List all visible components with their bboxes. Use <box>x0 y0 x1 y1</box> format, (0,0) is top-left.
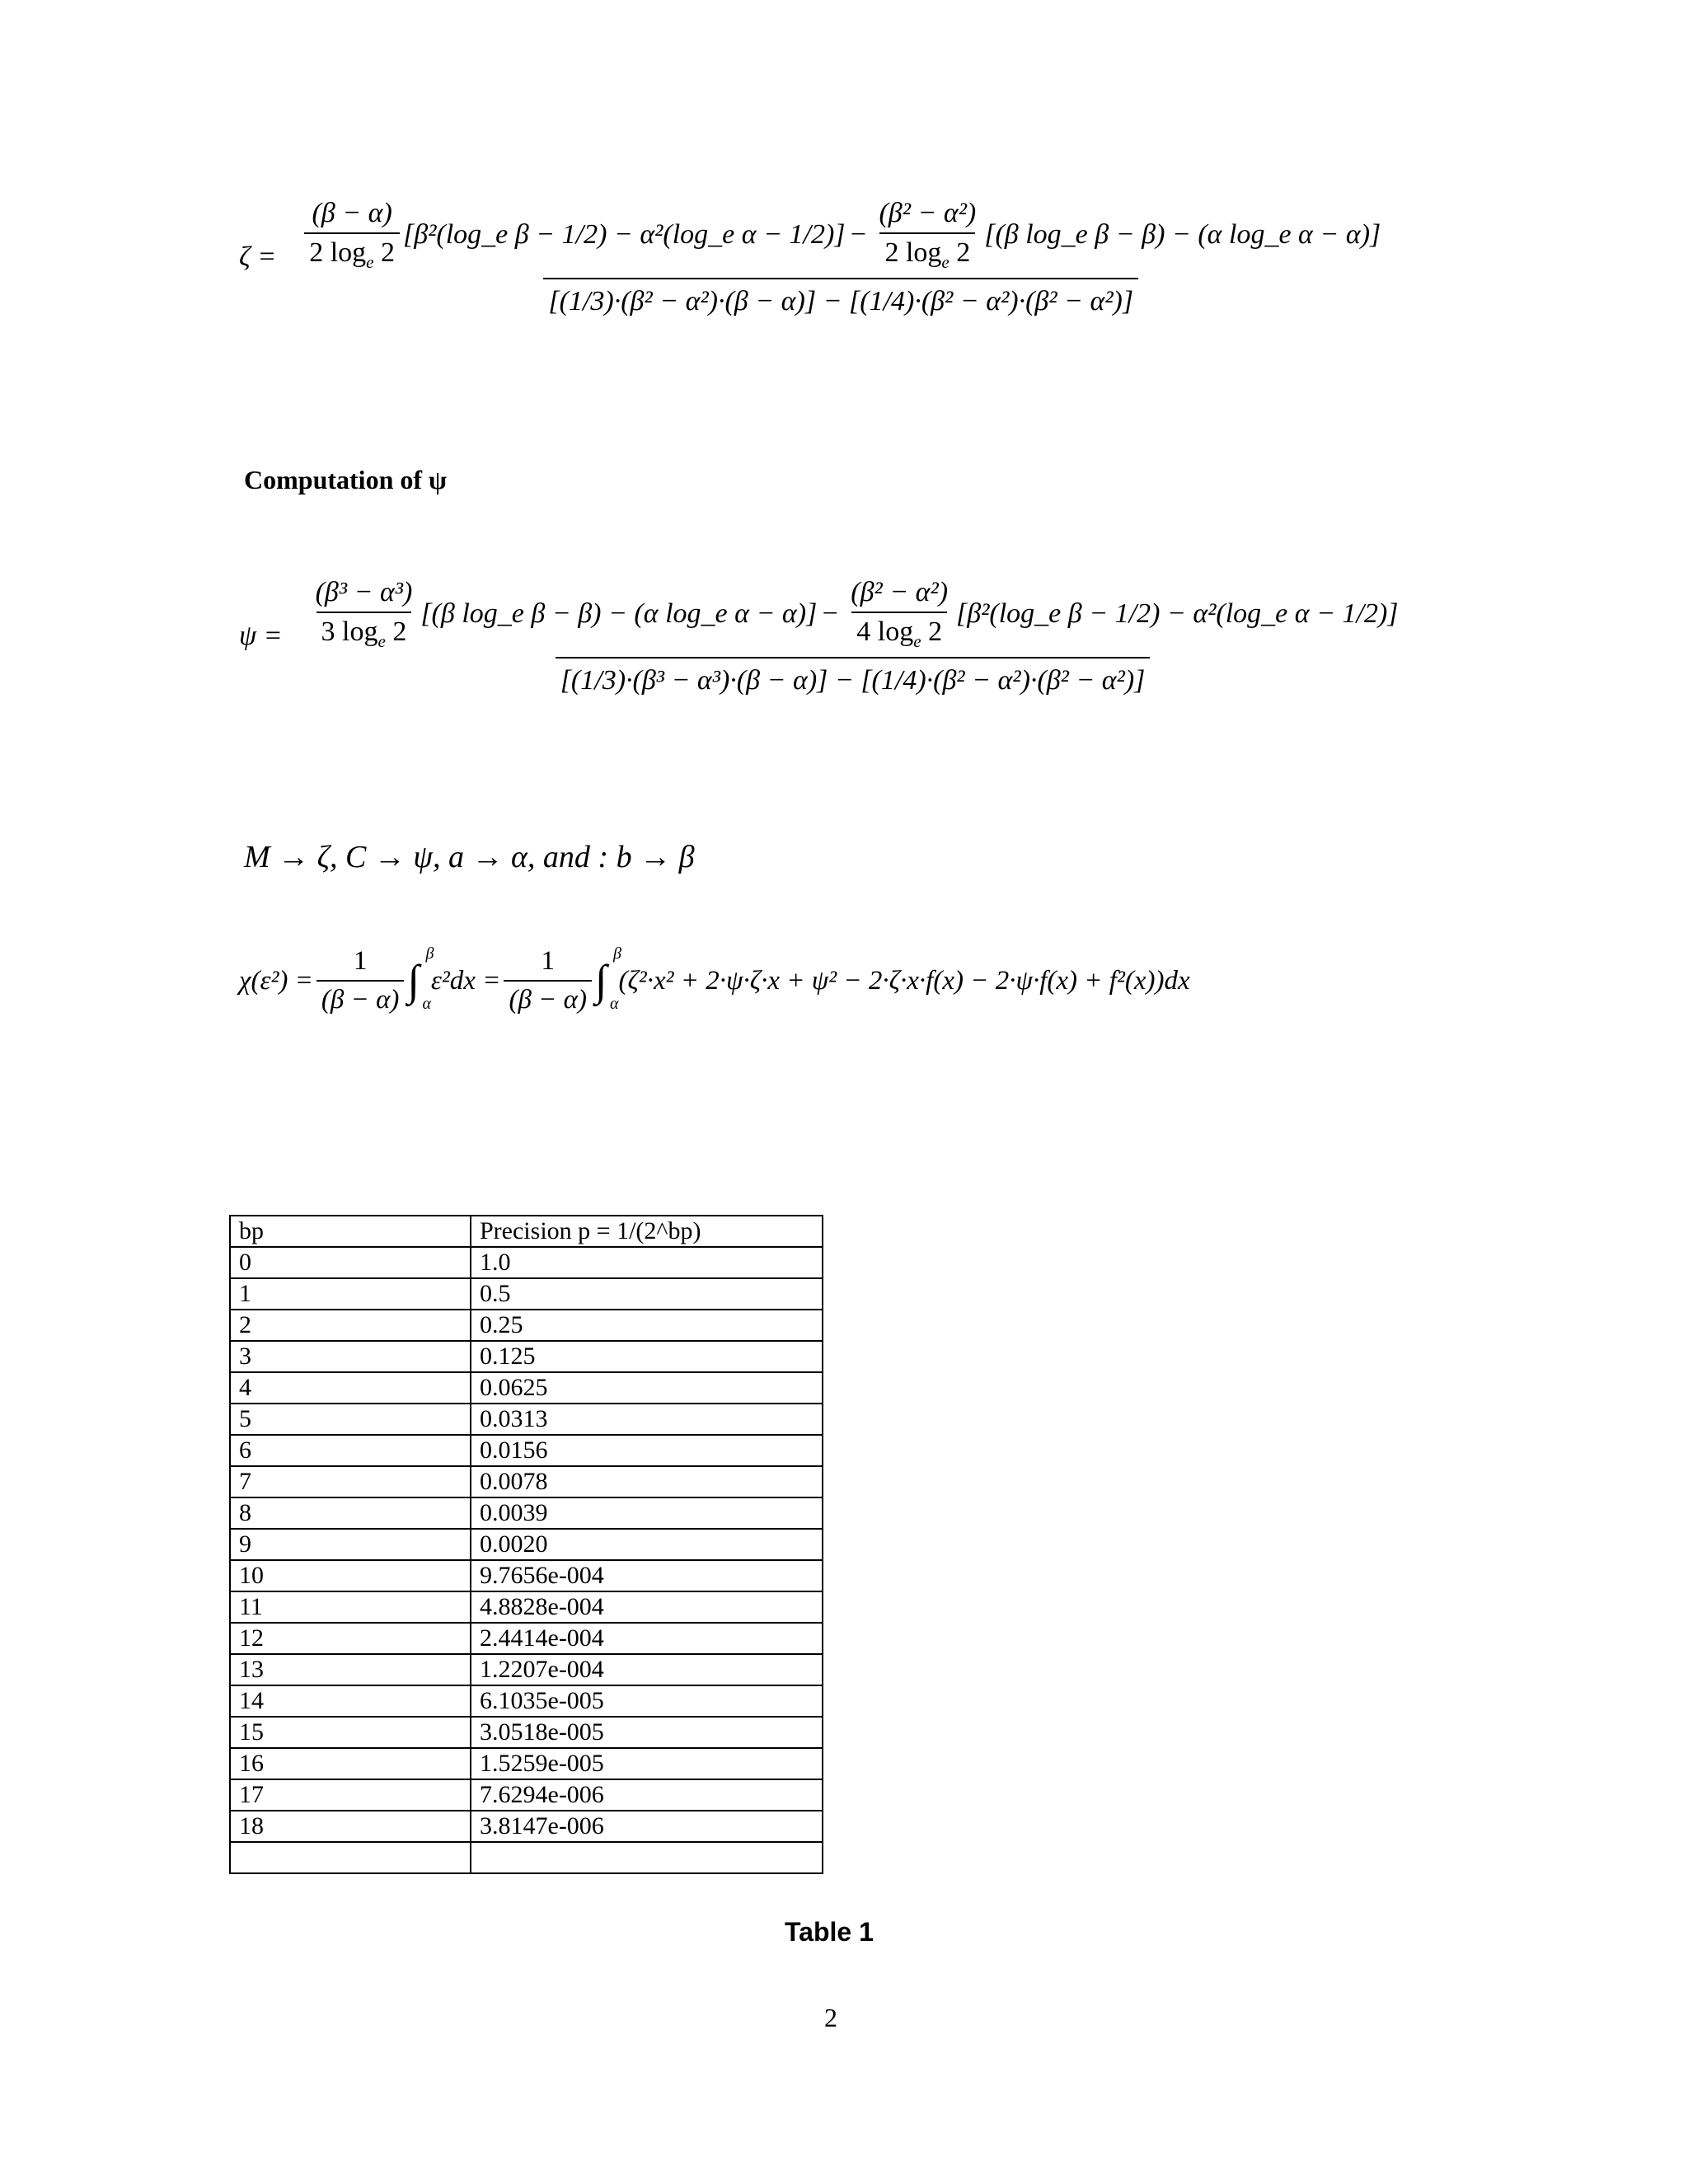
table-cell-precision: 7.6294e-006 <box>471 1779 823 1811</box>
zeta-bracket1: [β²(log_e β − 1/2) − α²(log_e α − 1/2)] <box>403 219 846 251</box>
table-header-row <box>230 1216 823 1247</box>
psi-numerator <box>302 577 1404 657</box>
mapping-line: M → ζ, C → ψ, a → α, and : b → β <box>244 840 695 874</box>
psi-bracket1: [(β log_e β − β) − (α log_e α − α)] <box>420 598 818 630</box>
psi-coef2-den-sub: e <box>913 630 921 651</box>
table-cell-precision: 1.2207e-004 <box>471 1654 823 1685</box>
zeta-coef1-den-text: 2 log <box>309 237 367 268</box>
psi-coef2-den-text: 4 log <box>856 616 914 647</box>
chi-integral2 <box>594 944 621 1013</box>
psi-lhs: ψ = <box>239 621 283 652</box>
chi-integral2-sign: ∫ <box>594 957 607 1005</box>
chi-integral1-lower: α <box>422 995 431 1013</box>
table-cell-bp: 12 <box>230 1623 471 1654</box>
zeta-main-fraction <box>296 198 1386 317</box>
table-cell-precision: 6.1035e-005 <box>471 1685 823 1717</box>
precision-table-body <box>230 1216 823 1873</box>
table-row <box>230 1748 823 1779</box>
table-row <box>230 1560 823 1591</box>
table-cell-precision: 0.125 <box>471 1341 823 1372</box>
table-cell-bp: 14 <box>230 1685 471 1717</box>
chi-integral1-sign: ∫ <box>407 957 420 1005</box>
chi-integral1 <box>407 944 434 1013</box>
table-cell-precision: 0.0156 <box>471 1435 823 1466</box>
table-header-bp: bp <box>230 1216 471 1247</box>
table-cell-bp <box>230 1842 471 1873</box>
table-row <box>230 1435 823 1466</box>
zeta-coef2-den-sub: e <box>941 251 950 272</box>
table-cell-precision: 0.0039 <box>471 1497 823 1529</box>
chi-lhs: χ(ε²) = <box>239 965 313 996</box>
psi-coef2-den-tail: 2 <box>921 616 943 647</box>
zeta-bracket2: [(β log_e β − β) − (α log_e α − α)] <box>984 219 1381 251</box>
table-cell-precision: 3.0518e-005 <box>471 1717 823 1748</box>
table-row <box>230 1466 823 1497</box>
chi-integrand2: (ζ²·x² + 2·ψ·ζ·x + ψ² − 2·ζ·x·f(x) − 2·ψ·f(x) + f²(x))dx <box>618 965 1190 996</box>
psi-coef1 <box>311 577 418 652</box>
psi-coef1-den-text: 3 log <box>321 616 378 647</box>
table-cell-bp: 10 <box>230 1560 471 1591</box>
zeta-denominator: [(1/3)·(β² − α²)·(β − α)] − [(1/4)·(β² − α²)·(β² − α²)] <box>543 278 1138 317</box>
psi-coef2 <box>846 577 953 652</box>
table-header-precision: Precision p = 1/(2^bp) <box>471 1216 823 1247</box>
chi-frac2-num: 1 <box>541 946 555 976</box>
table-row <box>230 1497 823 1529</box>
table-cell-bp: 7 <box>230 1466 471 1497</box>
table-row <box>230 1842 823 1873</box>
zeta-coef2-den-text: 2 log <box>884 237 942 268</box>
table-cell-precision: 0.0313 <box>471 1404 823 1435</box>
table-row <box>230 1247 823 1278</box>
table-cell-precision: 0.0625 <box>471 1372 823 1404</box>
table-row <box>230 1404 823 1435</box>
heading-computation-of-psi: Computation of ψ <box>244 465 448 494</box>
table-row <box>230 1717 823 1748</box>
zeta-coef2-den <box>879 232 975 273</box>
table-row <box>230 1278 823 1310</box>
psi-coef2-den <box>851 612 947 652</box>
table-row <box>230 1591 823 1623</box>
zeta-coef1-den-sub: e <box>366 251 374 272</box>
psi-main-fraction <box>302 577 1404 696</box>
psi-minus: − <box>820 598 840 630</box>
zeta-coef2 <box>874 198 981 273</box>
table-cell-bp: 13 <box>230 1654 471 1685</box>
zeta-minus: − <box>848 219 868 251</box>
table-row <box>230 1623 823 1654</box>
table-cell-precision: 4.8828e-004 <box>471 1591 823 1623</box>
zeta-coef1-den <box>304 232 400 273</box>
table-caption: Table 1 <box>785 1917 874 1947</box>
table-cell-bp: 3 <box>230 1341 471 1372</box>
chi-integral2-upper: β <box>612 944 621 963</box>
table-cell-precision: 0.5 <box>471 1278 823 1310</box>
table-row <box>230 1779 823 1811</box>
table-row <box>230 1529 823 1560</box>
table-cell-precision <box>471 1842 823 1873</box>
table-cell-bp: 6 <box>230 1435 471 1466</box>
zeta-lhs: ζ = <box>239 241 277 273</box>
table-cell-precision: 3.8147e-006 <box>471 1811 823 1842</box>
table-cell-bp: 5 <box>230 1404 471 1435</box>
zeta-coef1-num: (β − α) <box>312 198 392 228</box>
zeta-coef1-den-tail: 2 <box>373 237 396 268</box>
chi-frac1-den: (β − α) <box>316 980 405 1015</box>
precision-table-wrapper <box>229 1215 823 1874</box>
chi-frac2 <box>504 946 592 1015</box>
psi-bracket2: [β²(log_e β − 1/2) − α²(log_e α − 1/2)] <box>956 598 1399 630</box>
chi-frac2-den: (β − α) <box>504 980 592 1015</box>
table-row <box>230 1310 823 1341</box>
table-cell-precision: 0.0078 <box>471 1466 823 1497</box>
psi-coef1-den <box>316 612 412 652</box>
chi-frac1 <box>316 946 405 1015</box>
table-cell-precision: 2.4414e-004 <box>471 1623 823 1654</box>
table-cell-bp: 2 <box>230 1310 471 1341</box>
psi-denominator: [(1/3)·(β³ − α³)·(β − α)] − [(1/4)·(β² − α²)·(β² − α²)] <box>556 657 1151 696</box>
zeta-coef2-num: (β² − α²) <box>879 198 977 228</box>
chi-integral2-lower: α <box>609 995 619 1013</box>
table-cell-precision: 9.7656e-004 <box>471 1560 823 1591</box>
zeta-coef2-den-tail: 2 <box>949 237 971 268</box>
table-row <box>230 1654 823 1685</box>
table-row <box>230 1685 823 1717</box>
chi-frac1-num: 1 <box>353 946 368 976</box>
table-cell-bp: 16 <box>230 1748 471 1779</box>
equation-chi <box>239 946 1190 1015</box>
page-number: 2 <box>824 2003 837 2032</box>
table-cell-precision: 0.25 <box>471 1310 823 1341</box>
table-cell-bp: 15 <box>230 1717 471 1748</box>
psi-coef1-num: (β³ − α³) <box>315 577 413 607</box>
psi-coef1-den-sub: e <box>377 630 386 651</box>
psi-coef1-den-tail: 2 <box>385 616 407 647</box>
chi-integral1-upper: β <box>425 944 434 963</box>
table-row <box>230 1372 823 1404</box>
zeta-numerator <box>296 198 1386 278</box>
precision-table <box>229 1215 823 1874</box>
equation-zeta <box>239 198 1386 317</box>
table-cell-bp: 9 <box>230 1529 471 1560</box>
table-cell-bp: 18 <box>230 1811 471 1842</box>
table-cell-precision: 0.0020 <box>471 1529 823 1560</box>
table-cell-bp: 17 <box>230 1779 471 1811</box>
table-cell-bp: 1 <box>230 1278 471 1310</box>
equation-psi <box>239 577 1404 696</box>
psi-coef2-num: (β² − α²) <box>851 577 949 607</box>
zeta-coef1 <box>304 198 400 273</box>
table-cell-bp: 11 <box>230 1591 471 1623</box>
table-cell-bp: 0 <box>230 1247 471 1278</box>
table-cell-precision: 1.5259e-005 <box>471 1748 823 1779</box>
table-cell-bp: 4 <box>230 1372 471 1404</box>
table-cell-precision: 1.0 <box>471 1247 823 1278</box>
table-row <box>230 1811 823 1842</box>
table-cell-bp: 8 <box>230 1497 471 1529</box>
table-row <box>230 1341 823 1372</box>
chi-integrand1: ε²dx = <box>430 965 501 996</box>
